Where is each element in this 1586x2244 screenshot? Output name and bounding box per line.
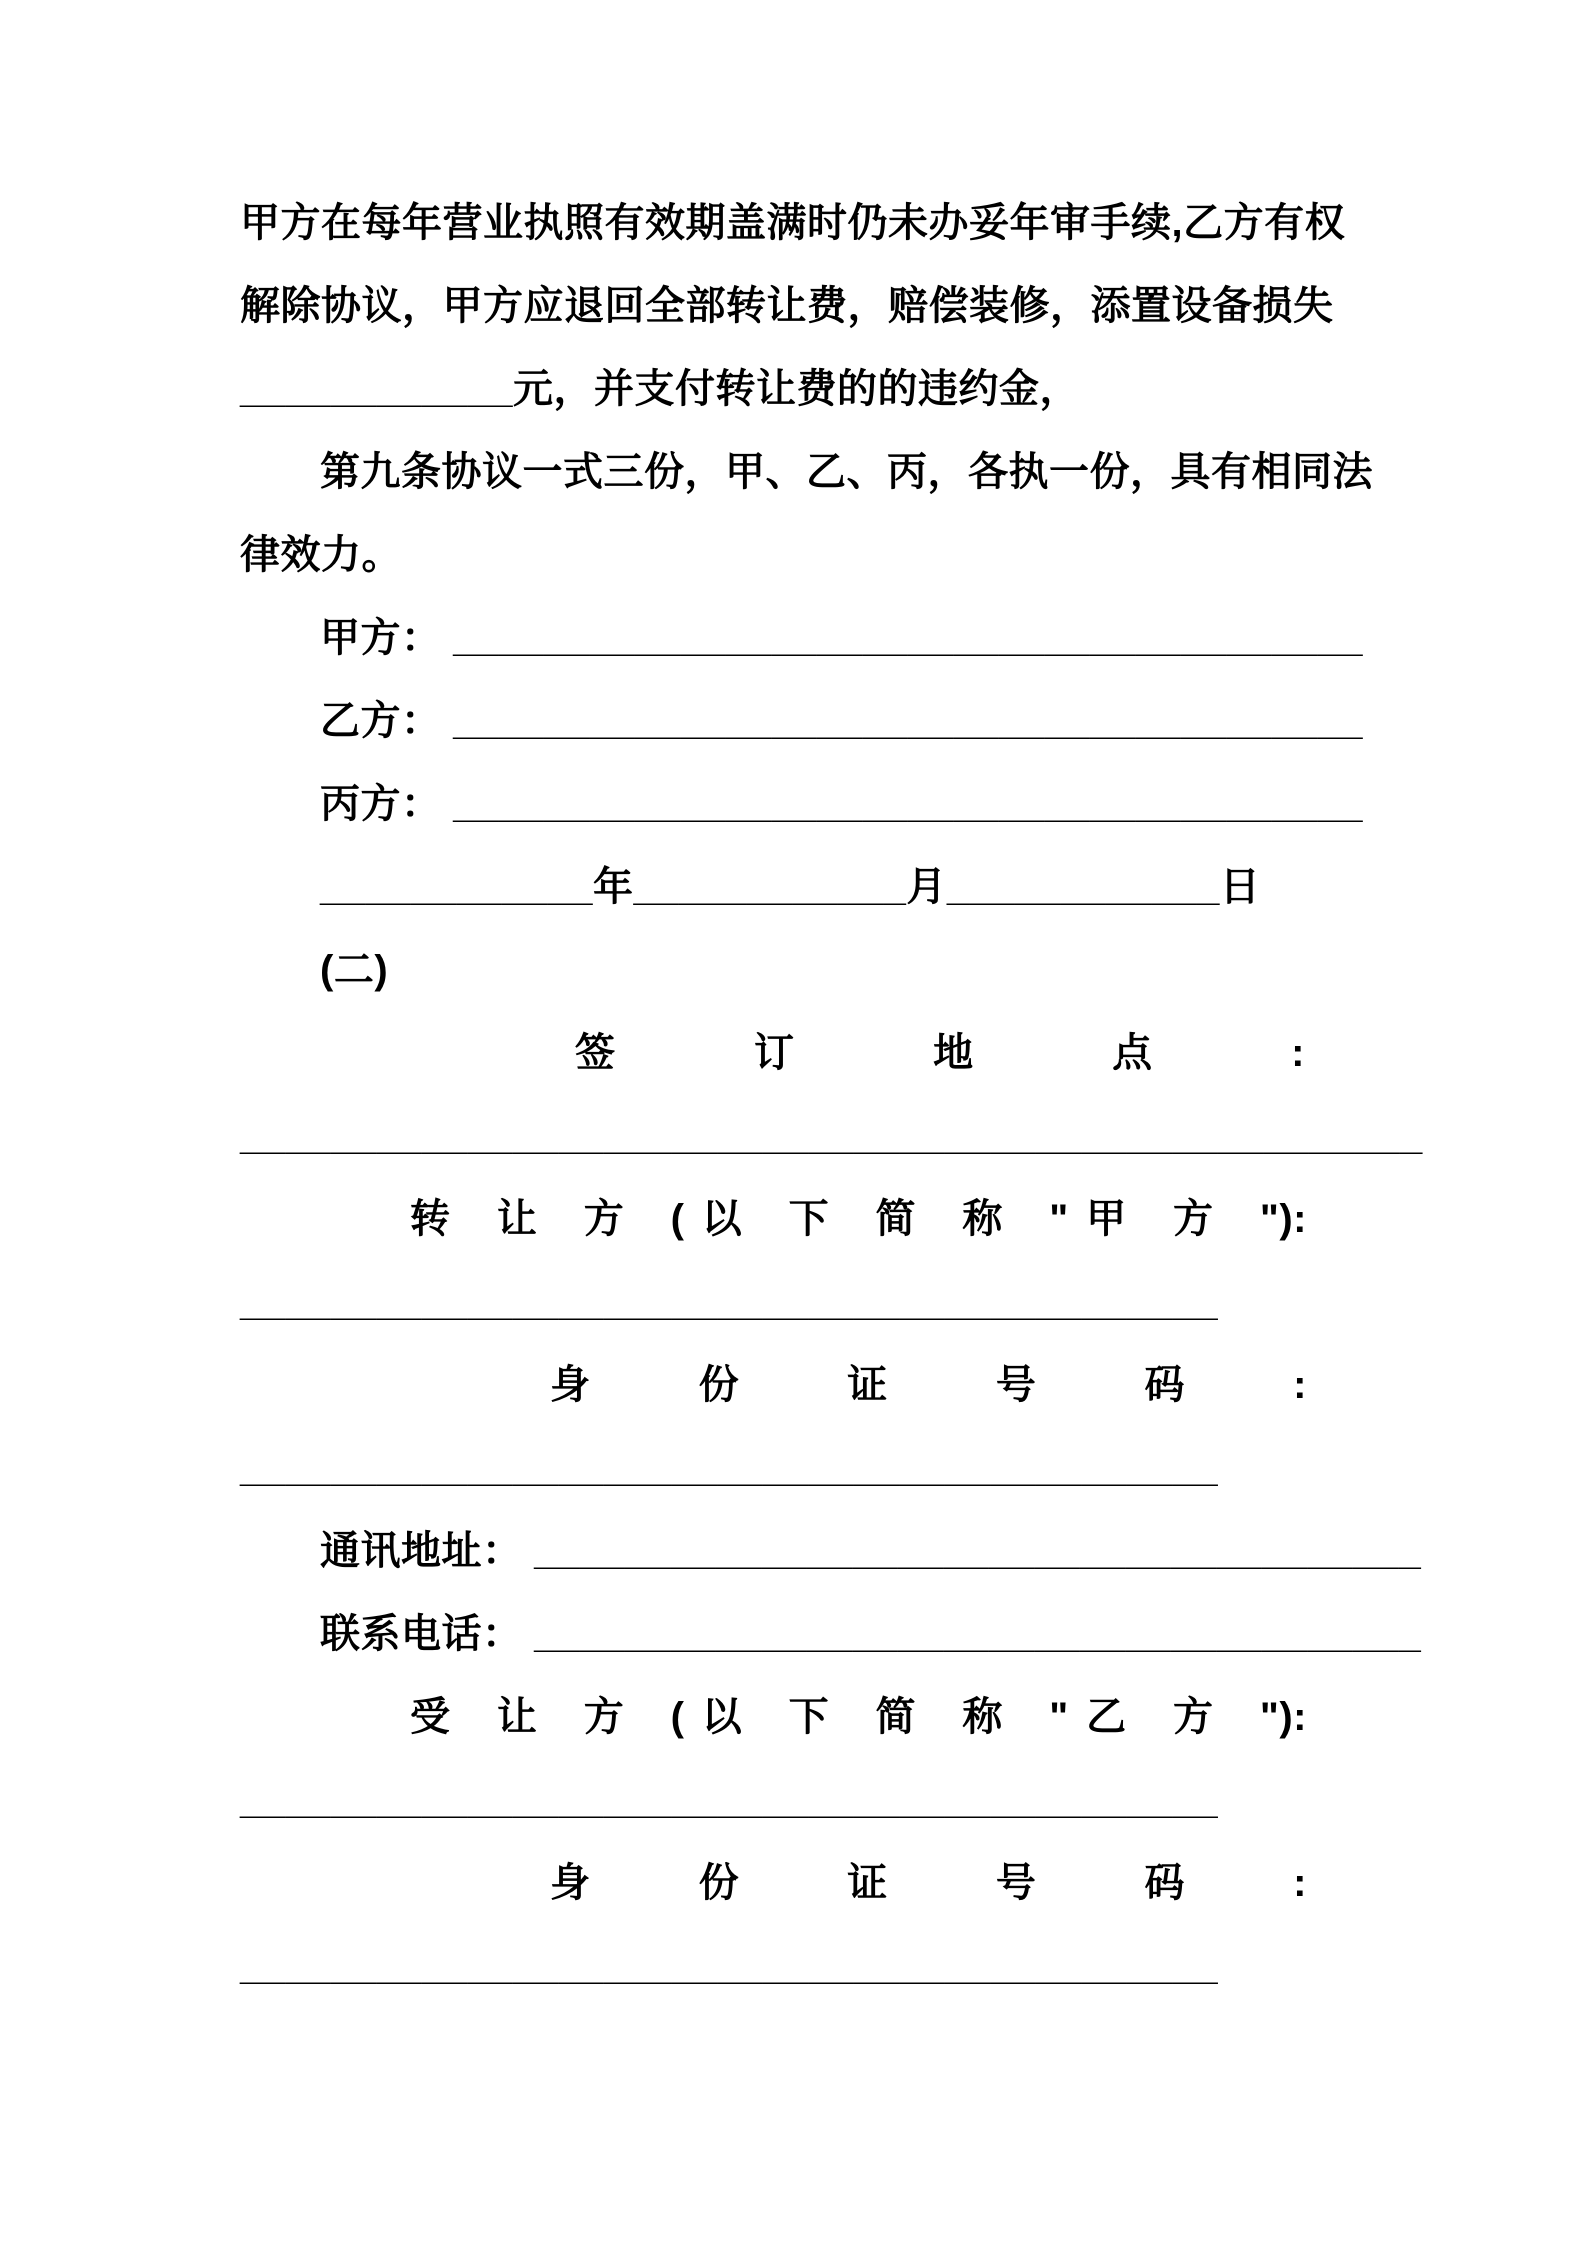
clause-continuation-line-1: 甲方在每年营业执照有效期盖满时仍未办妥年审手续,乙方有权	[240, 201, 1346, 245]
id-number-label: 身 份 证 号 码 :	[550, 1363, 1307, 1407]
fill-in-blank-line: ___________________________________________	[240, 1944, 1219, 1988]
signing-place-label: 签 订 地 点 :	[575, 1031, 1305, 1075]
transferor-party-a-label: 转 让 方 (以 下 简 称 "甲 方 "):	[410, 1197, 1307, 1241]
contact-address-line: 通讯地址： _______________________________________	[320, 1529, 1422, 1573]
clause-nine-line-1: 第九条协议一式三份，甲、乙、丙，各执一份，具有相同法	[320, 450, 1373, 494]
id-number-label: 身 份 证 号 码 :	[550, 1861, 1307, 1905]
fill-in-blank-line: ___________________________________________	[240, 1446, 1219, 1490]
transferee-party-b-label: 受 让 方 (以 下 简 称 "乙 方 "):	[410, 1695, 1307, 1739]
contact-phone-line: 联系电话： _______________________________________	[320, 1612, 1422, 1656]
party-b-signature-line: 乙方： ________________________________________	[320, 699, 1363, 743]
penalty-amount-blank-line: ____________元，并支付转让费的的违约金，	[240, 367, 1080, 411]
clause-continuation-line-2: 解除协议，甲方应退回全部转让费，赔偿装修，添置设备损失	[240, 284, 1334, 328]
date-blank-line: ____________年____________月____________日	[320, 865, 1261, 909]
fill-in-blank-line: ____________________________________________________	[240, 1114, 1423, 1158]
fill-in-blank-line: ___________________________________________	[240, 1280, 1219, 1324]
fill-in-blank-line: ___________________________________________	[240, 1778, 1219, 1822]
party-c-signature-line: 丙方： ________________________________________	[320, 782, 1363, 826]
party-a-signature-line: 甲方： ________________________________________	[320, 616, 1363, 660]
clause-nine-line-2: 律效力。	[240, 533, 402, 577]
section-two-label: (二)	[320, 948, 389, 992]
